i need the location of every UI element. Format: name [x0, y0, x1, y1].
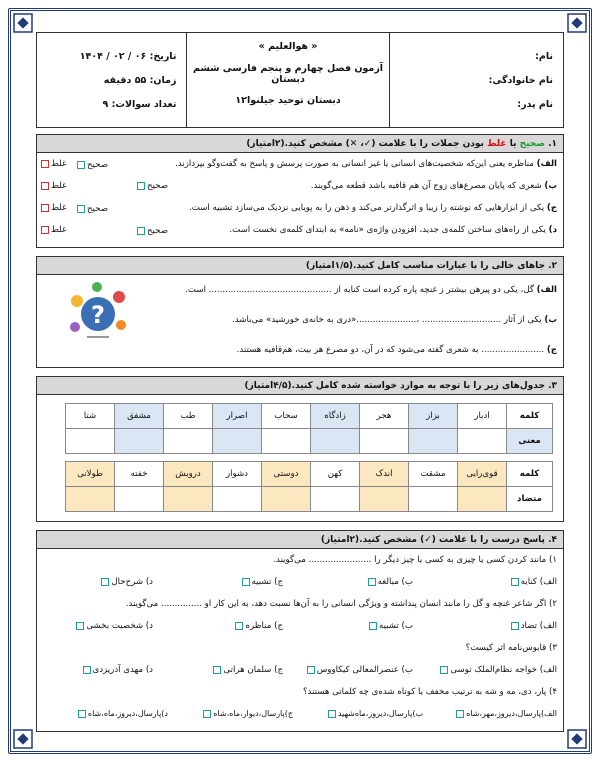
section-title: ۴. پاسخ درست را با علامت (✓) مشخص کنید.(۲امتیاز)	[37, 531, 563, 549]
word-cell: مشقت	[409, 462, 458, 487]
true-option[interactable]: صحیح	[137, 220, 168, 242]
word-cell: دوستی	[262, 462, 311, 487]
antonym-table	[65, 461, 553, 512]
mc-option[interactable]: ب) تشبیه	[369, 615, 413, 637]
fill-item: ب) یکی از آثار ............................. ،......................«دری به خانه‌ی خورشید» می‌باشد.	[232, 315, 557, 325]
mc-option[interactable]: ب) عنصرالمعالی کیکاووس	[307, 659, 413, 681]
student-info	[389, 33, 563, 127]
answer-cell[interactable]	[164, 429, 213, 454]
exam-title: آزمون فصل چهارم و پنجم فارسی ششم دبستان	[193, 63, 384, 85]
checkbox-icon[interactable]	[369, 622, 377, 630]
checkbox-icon[interactable]	[83, 666, 91, 674]
checkbox-icon[interactable]	[203, 710, 211, 718]
mc-options	[37, 571, 563, 593]
word-cell: زادگاه	[311, 404, 360, 429]
corner-ornament-icon	[566, 728, 588, 750]
true-option[interactable]: صحیح	[77, 198, 108, 220]
table-header: معنی	[507, 429, 553, 454]
tf-item: ج) یکی از ابزارهایی که نوشته را زیبا و اثرگذارتر می‌کند و ذهن را به پویایی نزدیک می‌سازد تشبیه است. غلط	[37, 197, 563, 219]
mc-option[interactable]: د)پارسال،دیروز،ماه،شاه	[78, 703, 168, 725]
table-header: متضاد	[507, 487, 553, 512]
answer-cell[interactable]	[409, 429, 458, 454]
checkbox-icon[interactable]	[41, 204, 49, 212]
checkbox-icon[interactable]	[77, 161, 85, 169]
checkbox-icon[interactable]	[242, 578, 250, 586]
section-title: ۱. صحیح یا غلط بودن جملات را با علامت (✓، ✕) مشخص کنید.(۲امتیاز)	[37, 135, 563, 153]
word-cell: دشوار	[213, 462, 262, 487]
answer-cell[interactable]	[458, 487, 507, 512]
answer-cell[interactable]	[360, 487, 409, 512]
answer-cell[interactable]	[311, 429, 360, 454]
corner-ornament-icon	[566, 12, 588, 34]
section-title: ۳. جدول‌های زیر را با توجه به موارد خواسته شده کامل کنید.(۴/۵امتیاز)	[37, 377, 563, 395]
mc-option[interactable]: ج)پارسال،دیوار،ماه،شاه	[203, 703, 293, 725]
word-cell: طولانی	[66, 462, 115, 487]
false-option[interactable]: غلط	[41, 153, 67, 175]
answer-cell[interactable]	[262, 429, 311, 454]
mc-option[interactable]: ج) مناظره	[235, 615, 283, 637]
word-cell: سحاب	[262, 404, 311, 429]
answer-cell[interactable]	[115, 429, 164, 454]
word-cell: اندک	[360, 462, 409, 487]
answer-cell[interactable]	[458, 429, 507, 454]
corner-ornament-icon	[12, 728, 34, 750]
word-cell: اصرار	[213, 404, 262, 429]
answer-cell[interactable]	[409, 487, 458, 512]
mc-option[interactable]: ج) سلمان هراتی	[213, 659, 283, 681]
answer-cell[interactable]	[213, 429, 262, 454]
checkbox-icon[interactable]	[41, 160, 49, 168]
word-cell: قوی‌رایی	[458, 462, 507, 487]
word-cell: هجر	[360, 404, 409, 429]
tf-item: د) یکی از راه‌های ساختن کلمه‌ی جدید، افزودن واژه‌ی «نامه» به ابتدای کلمه‌ی نخست است. غلط	[37, 219, 563, 241]
exam-time: زمان: ۵۵ دقیقه	[103, 75, 177, 86]
exam-header	[36, 32, 564, 128]
tf-item: ب) شعری که پایان مصرع‌های زوج آن هم قافیه باشد قطعه می‌گویند. صحیح غلط	[37, 175, 563, 197]
meaning-table	[65, 403, 553, 454]
exam-date: تاریخ: ۰۶ / ۰۲ / ۱۴۰۴	[79, 51, 177, 62]
tf-item: الف) مناظره یعنی این‌که شخصیت‌های انسانی یا غیر انسانی به صورت پرسش و پاسخ به گفت‌وگو بپردازند. غلط	[37, 153, 563, 175]
mc-option[interactable]: الف)پارسال،دیروز،مهر،شاه	[456, 703, 557, 725]
checkbox-icon[interactable]	[511, 578, 519, 586]
section-fill-blank	[36, 256, 564, 368]
word-cell: ادبار	[458, 404, 507, 429]
false-option[interactable]: غلط	[41, 197, 67, 219]
word-cell: کهن	[311, 462, 360, 487]
fill-item: ج) ....................... به شعری گفته می‌شود که در آن، دو مصرع هر بیت، هم‌قافیه هستند.	[236, 345, 557, 355]
checkbox-icon[interactable]	[77, 205, 85, 213]
word-cell: مشفق	[115, 404, 164, 429]
family-field[interactable]: نام خانوادگی:	[488, 75, 553, 86]
checkbox-icon[interactable]	[41, 226, 49, 234]
mc-option[interactable]: ج) تشبیه	[242, 571, 283, 593]
answer-cell[interactable]	[360, 429, 409, 454]
exam-meta	[37, 33, 186, 127]
false-option[interactable]: غلط	[41, 175, 67, 197]
father-field[interactable]: نام پدر:	[517, 99, 553, 110]
answer-cell[interactable]	[311, 487, 360, 512]
false-option[interactable]: غلط	[41, 219, 67, 241]
checkbox-icon[interactable]	[511, 622, 519, 630]
checkbox-icon[interactable]	[137, 227, 145, 235]
mc-option[interactable]: د) شخصیت بخشی	[76, 615, 153, 637]
checkbox-icon[interactable]	[101, 578, 109, 586]
checkbox-icon[interactable]	[76, 622, 84, 630]
corner-ornament-icon	[12, 12, 34, 34]
checkbox-icon[interactable]	[307, 666, 315, 674]
school-name: دبستان توحید جیلنوا۱۲	[235, 95, 341, 106]
answer-cell[interactable]	[66, 487, 115, 512]
checkbox-icon[interactable]	[137, 182, 145, 190]
word-cell: بزاز	[409, 404, 458, 429]
table-header: کلمه	[507, 462, 553, 487]
question-mark-illustration-icon	[67, 281, 129, 343]
exam-title-block	[186, 33, 388, 127]
mc-question: ۳) قابوس‌نامه اثر کیست؟	[465, 643, 557, 653]
name-field[interactable]: نام:	[535, 51, 553, 62]
mc-option[interactable]: ب)پارسال،دیروز،ماه‌شهید	[328, 703, 423, 725]
section-multiple-choice	[36, 530, 564, 732]
mc-option[interactable]: ب) مبالغه	[368, 571, 413, 593]
section-title: ۲. جاهای خالی را با عبارات مناسب کامل کنید.(۱/۵امتیاز)	[37, 257, 563, 275]
section-true-false	[36, 134, 564, 248]
word-cell: طب	[164, 404, 213, 429]
true-option[interactable]: صحیح	[77, 154, 108, 176]
checkbox-icon[interactable]	[368, 578, 376, 586]
section-tables	[36, 376, 564, 522]
fill-item: الف) گل، یکی دو پیرهن بیشتر ز غنچه پاره کرده است کنایه از ............................................. است.	[185, 285, 557, 295]
mc-option[interactable]: الف) تضاد	[511, 615, 557, 637]
question-count: تعداد سوالات: ۹	[102, 99, 177, 110]
checkbox-icon[interactable]	[328, 710, 336, 718]
answer-cell[interactable]	[164, 487, 213, 512]
mc-option[interactable]: الف) کنایه	[511, 571, 557, 593]
checkbox-icon[interactable]	[235, 622, 243, 630]
svg-text:?: ?	[91, 301, 105, 329]
checkbox-icon[interactable]	[41, 182, 49, 190]
word-cell: درویش	[164, 462, 213, 487]
mc-question: ۴) پار، دی، مه و شه به ترتیب مخفف یا کوتاه شده‌ی چه کلماتی هستند؟	[302, 687, 557, 697]
basmala: « هوالعلیم »	[258, 41, 318, 52]
mc-options	[37, 615, 563, 637]
checkbox-icon[interactable]	[440, 666, 448, 674]
checkbox-icon[interactable]	[78, 710, 86, 718]
mc-question: ۱) مانند کردن کسی یا چیزی به کسی یا چیز دیگر را ....................... می‌گویند.	[273, 555, 557, 565]
checkbox-icon[interactable]	[213, 666, 221, 674]
table-header: کلمه	[507, 404, 553, 429]
mc-option[interactable]: د) مهدی آذریزدی	[83, 659, 154, 681]
answer-cell[interactable]	[262, 487, 311, 512]
mc-options	[37, 659, 563, 681]
answer-cell[interactable]	[213, 487, 262, 512]
checkbox-icon[interactable]	[456, 710, 464, 718]
mc-option[interactable]: د) شرح‌حال	[101, 571, 153, 593]
answer-cell[interactable]	[66, 429, 115, 454]
true-option[interactable]: صحیح	[137, 175, 168, 197]
mc-option[interactable]: الف) خواجه نظام‌الملک توسی	[440, 659, 557, 681]
word-cell: خفته	[115, 462, 164, 487]
mc-options	[37, 703, 563, 725]
word-cell: شتا	[66, 404, 115, 429]
answer-cell[interactable]	[115, 487, 164, 512]
mc-question: ۲) اگر شاعر غنچه و گل را مانند انسان پنداشته و ویژگی انسانی را به آن‌ها نسبت دهد، به این کار او ............... می‌گویند.	[125, 599, 557, 609]
